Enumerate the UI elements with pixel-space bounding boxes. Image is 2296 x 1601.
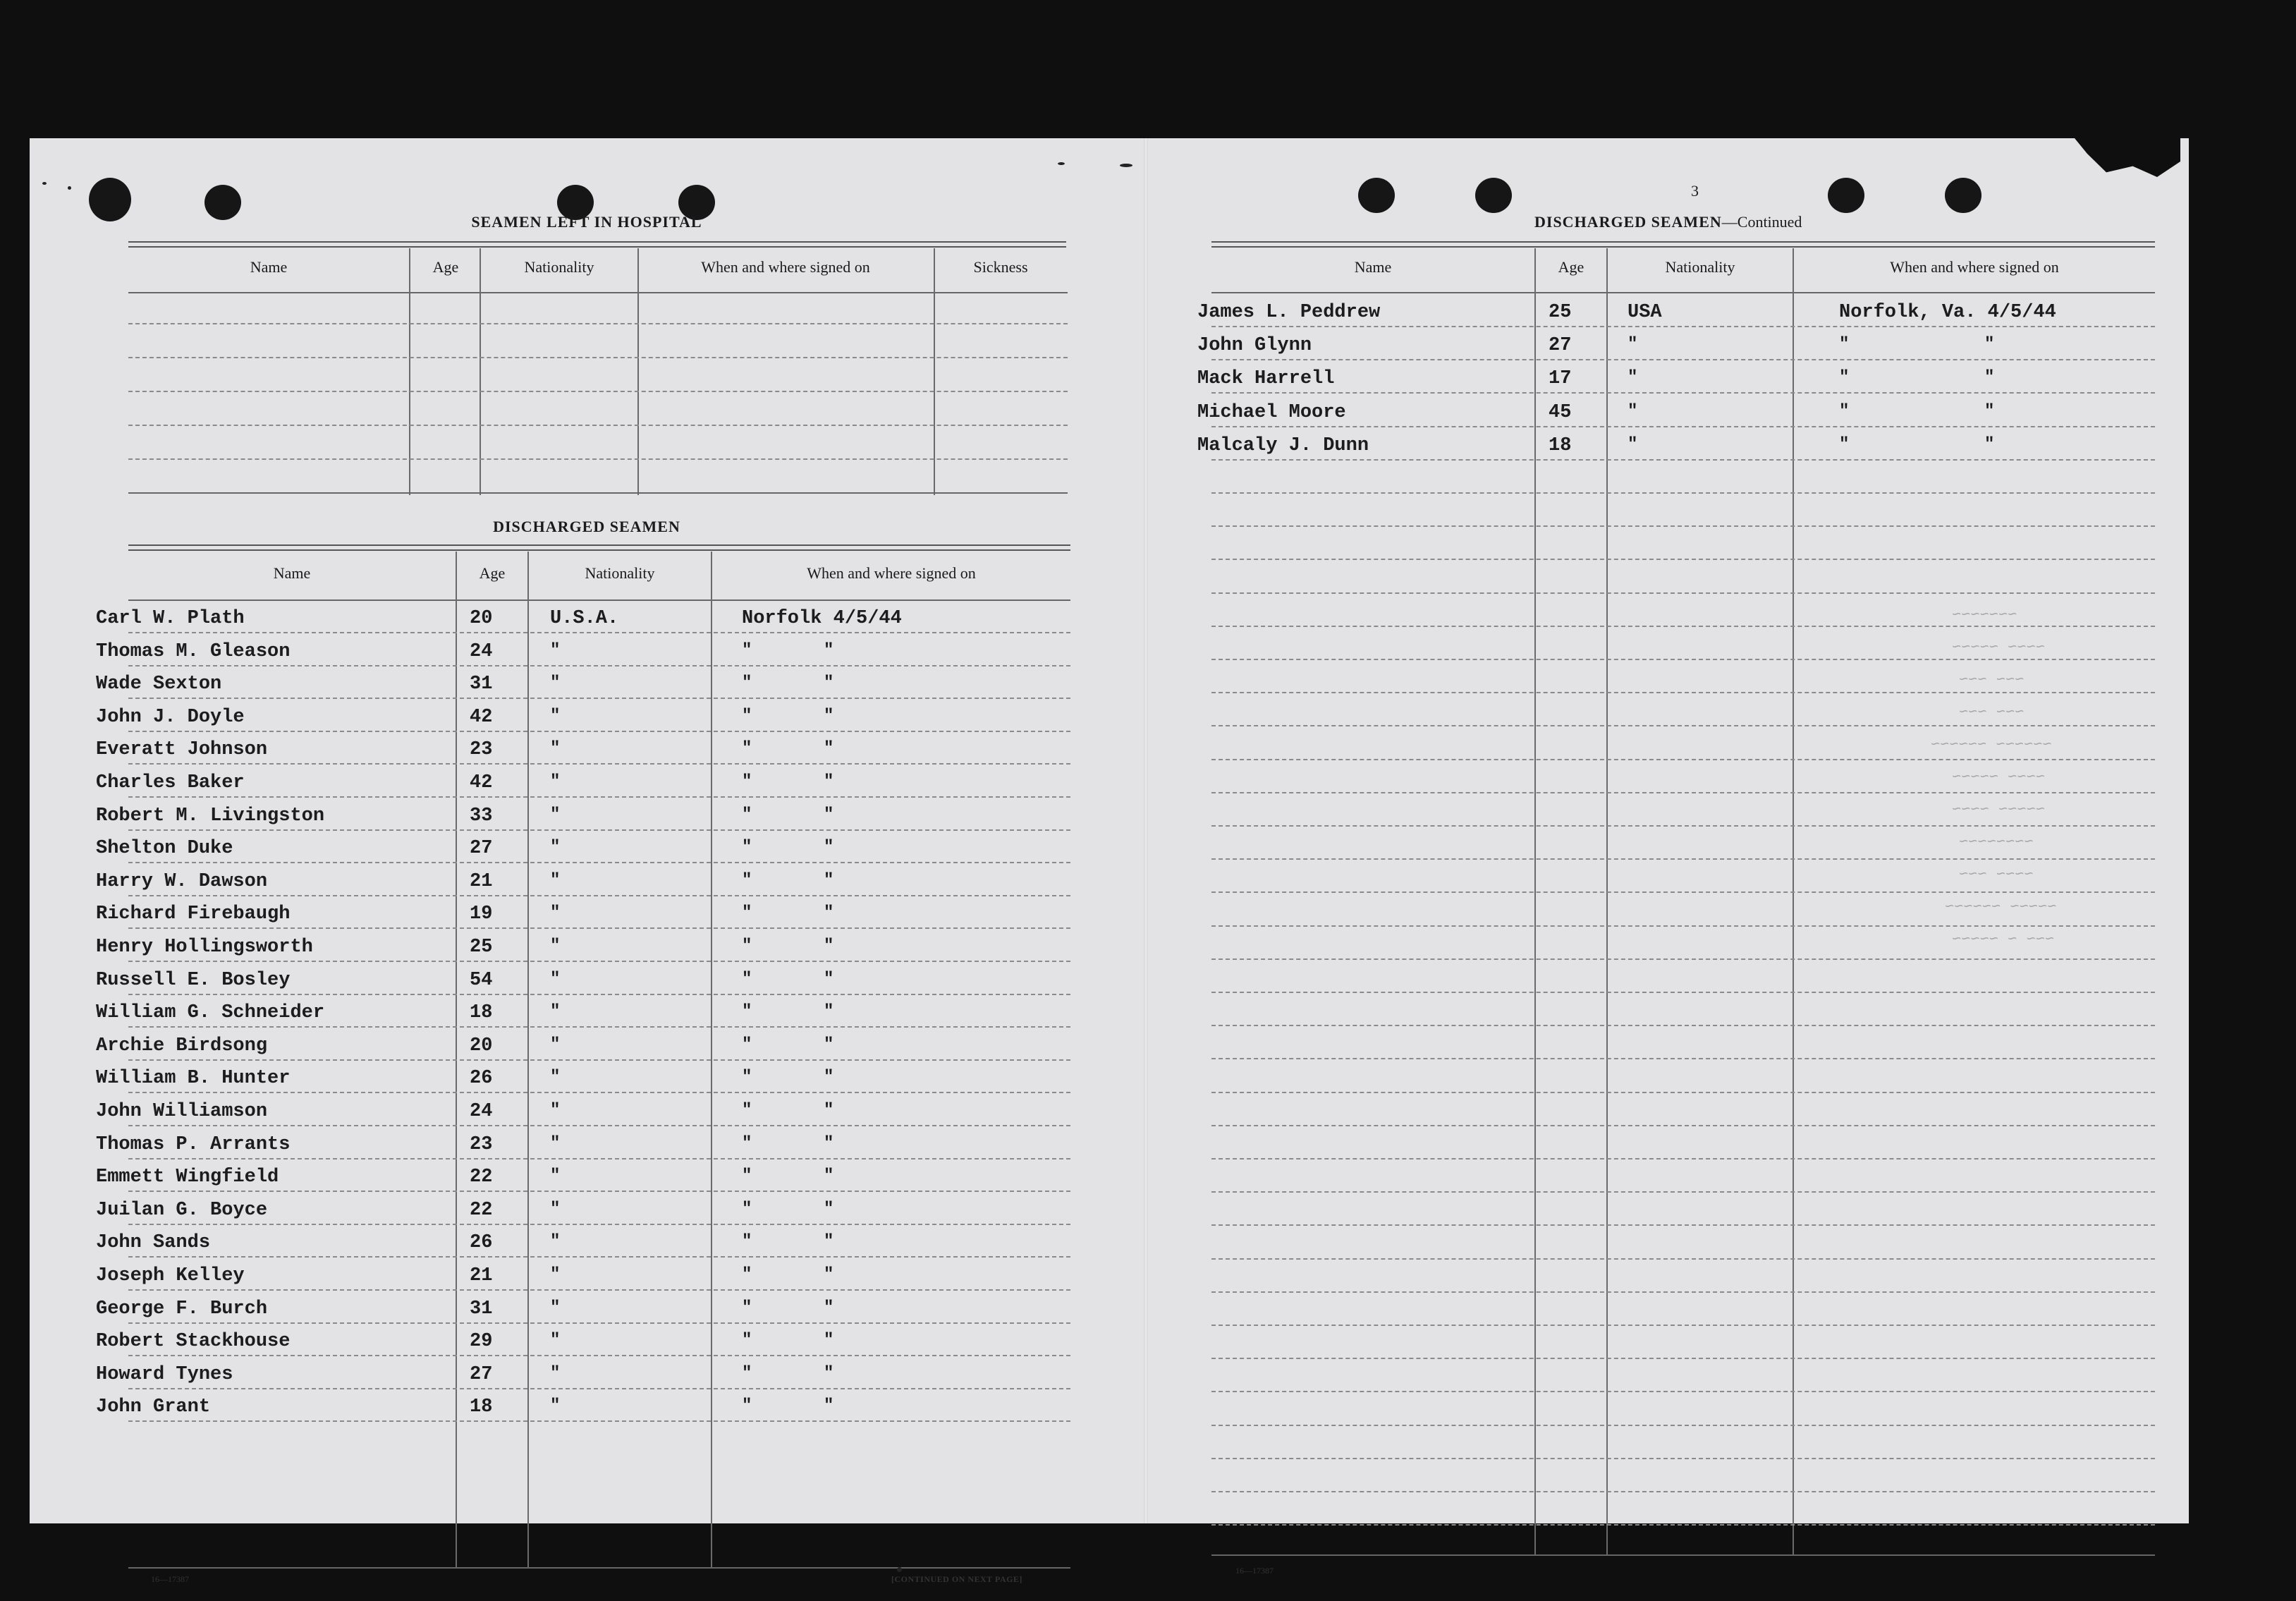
- bleed-through-mark: ~~~ ~~~: [1959, 671, 2025, 689]
- seaman-nationality: USA: [1628, 302, 1662, 323]
- row-rule: [1211, 525, 2155, 527]
- seaman-name: William G. Schneider: [96, 1002, 325, 1024]
- seaman-signed-on-date: ": [742, 1133, 752, 1153]
- right-top-rule: [1211, 241, 2155, 248]
- hospital-top-rule: [128, 241, 1066, 248]
- hospital-blank-row: [128, 391, 1068, 392]
- speck: [1120, 164, 1132, 167]
- seaman-age: 25: [1549, 302, 1572, 323]
- seaman-signed-on-place: ": [824, 870, 834, 890]
- seaman-name: Robert Stackhouse: [96, 1331, 291, 1353]
- right-header-name: Name: [1354, 258, 1392, 276]
- seaman-signed-on-date: ": [742, 1396, 752, 1416]
- seaman-age: 33: [470, 805, 493, 827]
- seaman-nationality: ": [550, 969, 561, 989]
- seaman-nationality: ": [550, 772, 561, 791]
- row-rule: [128, 1224, 1070, 1225]
- hospital-blank-row: [128, 458, 1068, 460]
- seaman-name: Michael Moore: [1197, 401, 1346, 423]
- seaman-signed-on-date: ": [742, 1002, 752, 1022]
- seaman-signed-on-place: ": [824, 805, 834, 824]
- row-rule: [1211, 326, 2155, 327]
- seaman-signed-on-place: ": [824, 1035, 834, 1054]
- seaman-nationality: ": [550, 1002, 561, 1022]
- hospital-header-signed-on: When and where signed on: [701, 258, 870, 276]
- row-rule: [1211, 1258, 2155, 1260]
- bleed-through-mark: ~~~~~ ~~~~~~: [1945, 899, 2057, 916]
- seaman-age: 45: [1549, 401, 1572, 423]
- seaman-signed-on-date: ": [742, 870, 752, 890]
- row-rule: [128, 994, 1070, 995]
- row-rule: [1211, 958, 2155, 960]
- seaman-signed-on-place: ": [824, 1298, 834, 1317]
- form-number: 16—17387: [151, 1574, 189, 1584]
- row-rule: [128, 796, 1070, 798]
- seaman-nationality: ": [550, 1035, 561, 1054]
- seaman-name: George F. Burch: [96, 1298, 268, 1320]
- discharged-continued-title-suffix: —Continued: [1721, 213, 1802, 231]
- seaman-nationality: ": [550, 1133, 561, 1153]
- seaman-age: 25: [470, 937, 493, 958]
- row-rule: [1211, 592, 2155, 594]
- row-rule: [128, 1256, 1070, 1258]
- seaman-nationality: ": [550, 1396, 561, 1416]
- seaman-signed-on-place: ": [824, 739, 834, 759]
- seaman-name: Henry Hollingsworth: [96, 937, 313, 958]
- seaman-name: Wade Sexton: [96, 674, 222, 695]
- seaman-signed-on-date: ": [742, 1101, 752, 1120]
- discharged-title: DISCHARGED SEAMEN: [493, 518, 680, 535]
- hospital-blank-row: [128, 323, 1068, 324]
- speck: [1058, 162, 1065, 165]
- bleed-through-mark: ~~~~ ~~~~~: [1952, 769, 2046, 786]
- seaman-signed-on-place: ": [824, 937, 834, 956]
- seaman-age: 54: [470, 969, 493, 991]
- seaman-signed-on-place: ": [1984, 335, 1995, 355]
- row-rule: [1211, 925, 2155, 927]
- bleed-through-mark: ~~~~~ ~~~~: [1952, 801, 2046, 819]
- row-rule: [1211, 1524, 2155, 1526]
- seaman-signed-on-date: ": [742, 838, 752, 858]
- discharged-continued-title: [1534, 213, 1802, 231]
- right-header-nationality: Nationality: [1665, 258, 1735, 276]
- seaman-age: 42: [470, 772, 493, 793]
- seaman-age: 27: [470, 838, 493, 860]
- punch-hole: [1945, 178, 1981, 213]
- seaman-signed-on-place: ": [824, 706, 834, 726]
- seaman-signed-on-place: ": [824, 838, 834, 858]
- hospital-header-sickness: Sickness: [973, 258, 1028, 276]
- row-rule: [128, 1420, 1070, 1422]
- seaman-signed-on-place: ": [824, 1101, 834, 1120]
- seaman-signed-on-date: Norfolk, Va. 4/5/44: [1839, 302, 2056, 323]
- row-rule: [1211, 1391, 2155, 1392]
- row-rule: [1211, 725, 2155, 726]
- seaman-nationality: ": [550, 1265, 561, 1284]
- seaman-signed-on-date: ": [1839, 434, 1850, 454]
- hospital-header-name: Name: [250, 258, 288, 276]
- seaman-name: Harry W. Dawson: [96, 870, 268, 892]
- seaman-nationality: ": [1628, 335, 1638, 355]
- row-rule: [128, 927, 1070, 929]
- seaman-name: Carl W. Plath: [96, 608, 245, 629]
- seaman-signed-on-place: ": [824, 1133, 834, 1153]
- seaman-age: 19: [470, 903, 493, 925]
- hospital-header-nationality: Nationality: [524, 258, 594, 276]
- row-rule: [128, 862, 1070, 863]
- hospital-title: SEAMEN LEFT IN HOSPITAL: [471, 213, 702, 231]
- row-rule: [128, 1355, 1070, 1356]
- seaman-name: Malcaly J. Dunn: [1197, 434, 1369, 456]
- seaman-signed-on-date: ": [1839, 335, 1850, 355]
- row-rule: [128, 731, 1070, 732]
- row-rule: [1211, 1458, 2155, 1459]
- row-rule: [128, 1125, 1070, 1126]
- row-rule: [1211, 858, 2155, 860]
- seaman-signed-on-place: ": [824, 1002, 834, 1022]
- row-rule: [1211, 891, 2155, 893]
- right-form-number: 16—17387: [1235, 1566, 1274, 1576]
- row-rule: [1211, 759, 2155, 760]
- seaman-signed-on-date: ": [742, 1265, 752, 1284]
- seaman-name: Thomas M. Gleason: [96, 640, 291, 662]
- seaman-age: 17: [1549, 368, 1572, 390]
- speck: [897, 1567, 902, 1572]
- seaman-signed-on-place: ": [1984, 401, 1995, 421]
- seaman-signed-on-date: ": [742, 674, 752, 693]
- hospital-header-age: Age: [432, 258, 459, 276]
- seaman-nationality: ": [550, 1298, 561, 1317]
- seaman-signed-on-date: ": [742, 1363, 752, 1383]
- row-rule: [1211, 1158, 2155, 1159]
- seaman-nationality: ": [550, 838, 561, 858]
- bleed-through-mark: ~~~~ ~~~~~: [1952, 639, 2046, 657]
- row-rule: [128, 1191, 1070, 1192]
- seaman-age: 20: [470, 1035, 493, 1057]
- seaman-name: James L. Peddrew: [1197, 302, 1381, 323]
- seaman-name: John J. Doyle: [96, 706, 245, 728]
- seaman-age: 23: [470, 1133, 493, 1155]
- seaman-name: Mack Harrell: [1197, 368, 1335, 390]
- seaman-signed-on-place: ": [824, 903, 834, 923]
- seaman-name: John Glynn: [1197, 335, 1312, 357]
- seaman-signed-on-place: ": [824, 1331, 834, 1351]
- discharged-header-nationality: Nationality: [585, 564, 655, 582]
- seaman-nationality: ": [550, 1068, 561, 1088]
- speck: [68, 186, 71, 190]
- bleed-through-mark: ~~~ ~~~: [1959, 704, 2025, 722]
- row-rule: [1211, 626, 2155, 627]
- discharged-header-age: Age: [479, 564, 506, 582]
- row-rule: [1211, 1425, 2155, 1426]
- continued-note: [CONTINUED ON NEXT PAGE]: [891, 1574, 1022, 1584]
- seaman-signed-on-date: ": [742, 1068, 752, 1088]
- hospital-blank-row: [128, 425, 1068, 426]
- discharged-top-rule: [128, 544, 1070, 551]
- seaman-nationality: ": [550, 674, 561, 693]
- right-header-rule: [1211, 292, 2155, 293]
- seaman-signed-on-place: ": [1984, 434, 1995, 454]
- seaman-nationality: ": [550, 739, 561, 759]
- punch-hole: [1828, 178, 1864, 213]
- seaman-age: 31: [470, 1298, 493, 1320]
- seaman-signed-on-date: ": [742, 1298, 752, 1317]
- row-rule: [1211, 1125, 2155, 1126]
- seaman-name: Archie Birdsong: [96, 1035, 268, 1057]
- row-rule: [1211, 692, 2155, 693]
- seaman-signed-on-place: ": [824, 640, 834, 660]
- row-rule: [128, 632, 1070, 633]
- hospital-bottom-rule: [128, 492, 1068, 494]
- right-page: [1148, 138, 2189, 1576]
- seaman-signed-on-place: ": [824, 674, 834, 693]
- seaman-age: 29: [470, 1331, 493, 1353]
- row-rule: [128, 1026, 1070, 1028]
- seaman-signed-on-place: ": [824, 1265, 834, 1284]
- page-number: 3: [1691, 182, 1699, 200]
- seaman-age: 23: [470, 739, 493, 761]
- seaman-age: 24: [470, 640, 493, 662]
- seaman-signed-on-date: ": [742, 903, 752, 923]
- row-rule: [1211, 1291, 2155, 1293]
- row-rule: [1211, 426, 2155, 427]
- row-rule: [1211, 992, 2155, 993]
- document-sheet: [30, 138, 2189, 1584]
- row-rule: [1211, 492, 2155, 494]
- punch-hole: [1358, 178, 1395, 213]
- seaman-signed-on-date: ": [742, 969, 752, 989]
- row-rule: [128, 1289, 1070, 1291]
- seaman-signed-on-date: ": [742, 772, 752, 791]
- seaman-name: Robert M. Livingston: [96, 805, 325, 827]
- seaman-nationality: ": [550, 640, 561, 660]
- hospital-blank-row: [128, 357, 1068, 358]
- seaman-age: 24: [470, 1101, 493, 1122]
- row-rule: [128, 698, 1070, 699]
- seaman-age: 27: [470, 1363, 493, 1385]
- seaman-name: Charles Baker: [96, 772, 245, 793]
- bleed-through-mark: ~~~~~~~: [1952, 607, 2017, 624]
- row-rule: [128, 895, 1070, 896]
- seaman-age: 18: [1549, 434, 1572, 456]
- seaman-nationality: ": [550, 870, 561, 890]
- row-rule: [1211, 559, 2155, 560]
- seaman-age: 21: [470, 1265, 493, 1286]
- row-rule: [128, 1059, 1070, 1061]
- discharged-header-name: Name: [273, 564, 311, 582]
- seaman-nationality: ": [550, 1331, 561, 1351]
- discharged-bottom-rule: [128, 1567, 1070, 1569]
- discharged-continued-title-main: DISCHARGED SEAMEN: [1534, 213, 1722, 231]
- row-rule: [1211, 1358, 2155, 1359]
- seaman-signed-on-date: ": [742, 706, 752, 726]
- row-rule: [1211, 1491, 2155, 1492]
- row-rule: [128, 961, 1070, 962]
- seaman-name: John Williamson: [96, 1101, 268, 1122]
- row-rule: [1211, 1058, 2155, 1059]
- seaman-name: Shelton Duke: [96, 838, 233, 860]
- hospital-header-rule: [128, 292, 1068, 293]
- row-rule: [128, 1322, 1070, 1324]
- seaman-nationality: ": [550, 1199, 561, 1219]
- seaman-nationality: ": [550, 805, 561, 824]
- row-rule: [128, 829, 1070, 831]
- seaman-age: 26: [470, 1068, 493, 1090]
- speck: [42, 182, 47, 185]
- seaman-age: 18: [470, 1002, 493, 1024]
- seaman-name: Russell E. Bosley: [96, 969, 291, 991]
- seaman-signed-on-date: ": [742, 1232, 752, 1252]
- seaman-signed-on-date: ": [1839, 401, 1850, 421]
- seaman-name: Emmett Wingfield: [96, 1167, 279, 1188]
- row-rule: [1211, 1325, 2155, 1326]
- row-rule: [128, 763, 1070, 765]
- seaman-nationality: ": [550, 706, 561, 726]
- seaman-signed-on-place: ": [824, 1167, 834, 1186]
- seaman-name: Thomas P. Arrants: [96, 1133, 291, 1155]
- seaman-signed-on-place: ": [1984, 368, 1995, 388]
- seaman-name: Joseph Kelley: [96, 1265, 245, 1286]
- row-rule: [1211, 459, 2155, 461]
- seaman-signed-on-date: ": [742, 1167, 752, 1186]
- discharged-header-signed-on: When and where signed on: [807, 564, 976, 582]
- seaman-age: 20: [470, 608, 493, 629]
- seaman-signed-on-place: ": [824, 969, 834, 989]
- seaman-name: John Sands: [96, 1232, 211, 1254]
- bleed-through-mark: ~~~~ ~~~: [1959, 866, 2034, 884]
- seaman-age: 31: [470, 674, 493, 695]
- seaman-signed-on-date: ": [742, 937, 752, 956]
- seaman-nationality: ": [550, 903, 561, 923]
- left-page: [30, 138, 1144, 1584]
- seaman-name: William B. Hunter: [96, 1068, 291, 1090]
- discharged-header-rule: [128, 599, 1070, 601]
- seaman-name: John Grant: [96, 1396, 211, 1418]
- row-rule: [128, 1092, 1070, 1093]
- right-bottom-rule: [1211, 1554, 2155, 1556]
- row-rule: [1211, 792, 2155, 793]
- seaman-age: 22: [470, 1199, 493, 1221]
- row-rule: [1211, 659, 2155, 660]
- seaman-nationality: ": [550, 1232, 561, 1252]
- seaman-nationality: ": [550, 937, 561, 956]
- row-rule: [128, 1388, 1070, 1389]
- seaman-signed-on-date: ": [742, 805, 752, 824]
- seaman-nationality: ": [1628, 401, 1638, 421]
- right-header-signed-on: When and where signed on: [1890, 258, 2059, 276]
- seaman-signed-on-date: ": [742, 1035, 752, 1054]
- seaman-nationality: ": [550, 1101, 561, 1120]
- seaman-signed-on-place: ": [824, 1199, 834, 1219]
- seaman-signed-on-place: ": [824, 1232, 834, 1252]
- bleed-through-mark: ~~~~~~~~: [1959, 834, 2034, 851]
- row-rule: [1211, 1025, 2155, 1026]
- row-rule: [1211, 1191, 2155, 1193]
- seaman-age: 21: [470, 870, 493, 892]
- seaman-signed-on-place: ": [824, 772, 834, 791]
- seaman-nationality: ": [550, 1363, 561, 1383]
- punch-hole: [1475, 178, 1512, 213]
- seaman-age: 42: [470, 706, 493, 728]
- seaman-signed-on-place: ": [824, 1363, 834, 1383]
- seaman-signed-on-date: Norfolk 4/5/44: [742, 608, 902, 629]
- seaman-nationality: U.S.A.: [550, 608, 619, 629]
- seaman-age: 27: [1549, 335, 1572, 357]
- seaman-signed-on-date: ": [742, 739, 752, 759]
- row-rule: [1211, 392, 2155, 394]
- seaman-nationality: ": [550, 1167, 561, 1186]
- bleed-through-mark: ~~~ ~ ~~~~~: [1952, 931, 2055, 949]
- seaman-signed-on-date: ": [742, 1199, 752, 1219]
- row-rule: [1211, 359, 2155, 360]
- seaman-name: Juilan G. Boyce: [96, 1199, 268, 1221]
- right-header-age: Age: [1558, 258, 1584, 276]
- seaman-name: Richard Firebaugh: [96, 903, 291, 925]
- seaman-signed-on-place: ": [824, 1068, 834, 1088]
- seaman-signed-on-date: ": [742, 640, 752, 660]
- row-rule: [1211, 1224, 2155, 1226]
- seaman-signed-on-date: ": [742, 1331, 752, 1351]
- row-rule: [128, 1158, 1070, 1159]
- seaman-nationality: ": [1628, 434, 1638, 454]
- seaman-signed-on-date: ": [1839, 368, 1850, 388]
- seaman-nationality: ": [1628, 368, 1638, 388]
- seaman-age: 22: [470, 1167, 493, 1188]
- seaman-age: 26: [470, 1232, 493, 1254]
- row-rule: [1211, 825, 2155, 827]
- seaman-signed-on-place: ": [824, 1396, 834, 1416]
- seaman-age: 18: [470, 1396, 493, 1418]
- seaman-name: Howard Tynes: [96, 1363, 233, 1385]
- seaman-name: Everatt Johnson: [96, 739, 268, 761]
- row-rule: [1211, 1092, 2155, 1093]
- bleed-through-mark: ~~~~~~ ~~~~~~: [1931, 736, 2052, 754]
- row-rule: [128, 665, 1070, 666]
